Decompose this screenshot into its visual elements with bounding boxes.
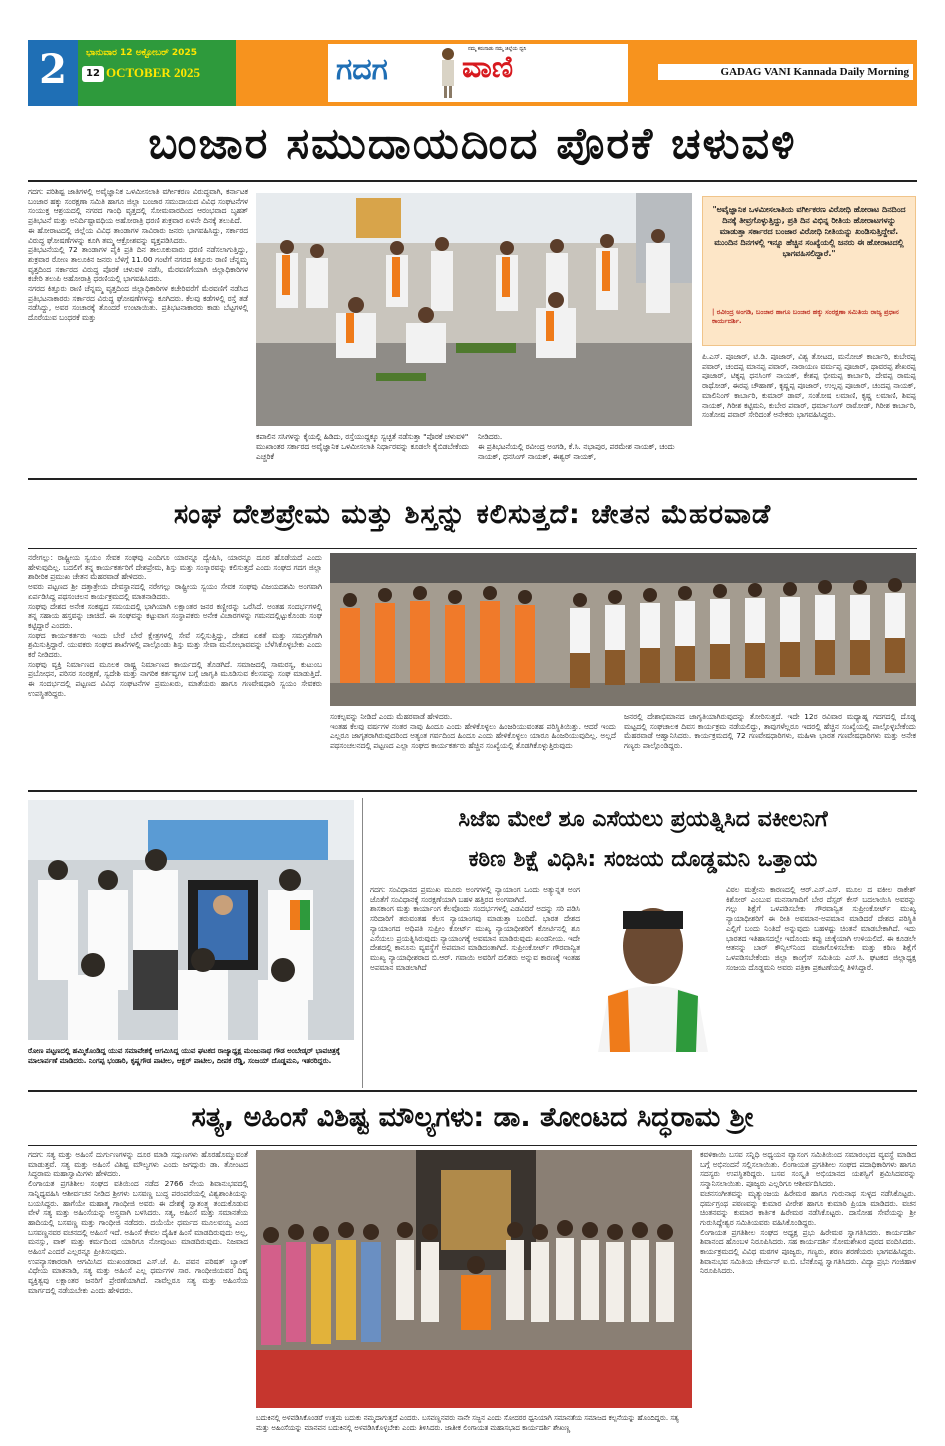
article1-quote: "ಅವೈಜ್ಞಾನಿಕ ಒಳಮೀಸಲಾತಿಯ ವರ್ಗೀಕರಣ ವಿರೋಧಿ ಹೋರಾಟ ದಿನದಿಂದ ದಿನಕ್ಕೆ ತೀವ್ರಗೊಳ್ಳುತ್ತಿದ್ದು, ಪ್ರತಿ ದಿನ ವಿಭಿನ್ನ ರೀತಿಯ ಹೋರಾಟಗಳನ್ನು ಮಾಡುತ್ತಾ ಸರ್ಕಾರದ ಬಂಜಾರ ವಿರೋಧಿ ನೀತಿಯನ್ನು ಖಂಡಿಸುತ್ತಿದ್ದೇವೆ. ಮುಂದಿನ ದಿನಗಳಲ್ಲಿ ಇನ್ನೂ ಹೆಚ್ಚಿನ ಸಂಖ್ಯೆಯಲ್ಲಿ ಜನರು ಈ ಹೋರಾಟದಲ್ಲಿ ಭಾಗವಹಿಸಲಿದ್ದಾರೆ.": [712, 205, 906, 258]
article3-headline-line1: ಸಿಜೆಐ ಮೇಲೆ ಶೂ ಎಸೆಯಲು ಪ್ರಯತ್ನಿಸಿದ ವಕೀಲನಿಗೆ: [458, 807, 828, 832]
article1-photo: [256, 193, 692, 426]
article3-headline-line2: ಕಠಿಣ ಶಿಕ್ಷೆ ವಿಧಿಸಿ: ಸಂಜಯ ದೊಡ್ಡಮನಿ ಒತ್ತಾಯ: [468, 847, 818, 872]
sanjay-doddamani-portrait-icon: [588, 886, 718, 1052]
article1-quote-attribution: | ರವೀಂದ್ರ ಅಂಗಡಿ, ಬಂಜಾರ ಹಾಗೂ ಬಂಜಾರ ಹಕ್ಕು ಸಂರಕ್ಷಣಾ ಸಮಿತಿಯ ರಾಜ್ಯ ಪ್ರಧಾನ ಕಾರ್ಯದರ್ಶಿ.: [712, 308, 899, 325]
date-kannada: ಭಾನುವಾರ 12 ಅಕ್ಟೋಬರ್ 2025: [86, 48, 197, 58]
article3-left-photo: [28, 800, 354, 1040]
divider: [28, 790, 917, 792]
article4-photo: [256, 1150, 692, 1408]
divider: [28, 1145, 917, 1146]
logo-right: ವಾಣಿ: [462, 50, 514, 85]
article4-body-col3: ಕವಳಿಕಾಯಿ ಬಸವ ಸನ್ನಿಧಿ ಅಧ್ಯಯನ ವ್ಯಾಸಂಗ ಸಮಿತಿಯಿಂದ ಸಮಾರಂಭದ ವ್ಯವಸ್ಥೆ ಮಾಡಿದ ಬಗ್ಗೆ ಅಭಿನಂದನೆ ಸಲ್ಲಿಸಲಾಯಿತು. ಲಿಂಗಾಯತ ಪ್ರಗತಿಶೀಲ ಸಂಘದ ಪದಾಧಿಕಾರಿಗಳು ಹಾಗೂ ಸದಸ್ಯರು ಉಪಸ್ಥಿತರಿದ್ದರು. ಬಸವ ಸಂಸ್ಕೃತಿ ಅಭಿಯಾನದ ಯಶಸ್ವಿಗೆ ಶ್ರಮಿಸಿದವರನ್ನು ಸನ್ಮಾನಿಸಲಾಯಿತು. ಪೂಜ್ಯರು ಎಲ್ಲರಿಗೂ ಆಶೀರ್ವದಿಸಿದರು. ವಚನಸಂಗೀತವನ್ನು ಮೃತ್ಯುಂಜಯ ಹಿರೇಮಠ ಹಾಗೂ ಗುರುನಾಥ ಸುಳ್ಳದ ನಡೆಸಿಕೊಟ್ಟರು. ಧರ್ಮಗ್ರಂಥ ಪಠಣವನ್ನು ಕುಮಾರ ವೀರೇಶ ಹಾಗೂ ಕುಮಾರಿ ಪ್ರಿಯಾ ಮಾಡಿದರು. ವಚನ ಚಿಂತನವನ್ನು ಕುಮಾರ ಕಾರ್ತಿಕ ಹಿರೇಮಠ ನಡೆಸಿಕೊಟ್ಟರು. ದಾಸೋಹ ಸೇವೆಯನ್ನು ಶ್ರೀ ಗುರುಸಿದ್ದೇಶ್ವರ ಸಮಿತಿಯವರು ವಹಿಸಿಕೊಂಡಿದ್ದರು. ಲಿಂಗಾಯತ ಪ್ರಗತಿಶೀಲ ಸಂಘದ ಅಧ್ಯಕ್ಷ ಪ್ರಭು ಹಿರೇಮಠ ಸ್ವಾಗತಿಸಿದರು. ಕಾರ್ಯದರ್ಶಿ ಶಿವಾನಂದ ಹೊಂಬಳ ನಿರೂಪಿಸಿದರು. ಸಹ ಕಾರ್ಯದರ್ಶಿ ಸೋಮಶೇಖರ ಪುರದ ವಂದಿಸಿದರು. ಕಾರ್ಯಕ್ರಮದಲ್ಲಿ ವಿವಿಧ ಮಠಗಳ ಪೂಜ್ಯರು, ಗಣ್ಯರು, ಶರಣ ಶರಣೆಯರು ಭಾಗವಹಿಸಿದ್ದರು. ಶಿವಾನುಭವ ಸಮಿತಿಯ ಚೇರ್ಮನ್ ಐ.ಬಿ. ಬೆನಕೊಪ್ಪ ಸ್ವಾಗತಿಸಿದರು. ವಿದ್ಯಾ ಪ್ರಭು ಗಂಜಿಹಾಳ ನಿರೂಪಿಸಿದರು.: [700, 1150, 916, 1276]
logo-left: ಗದಗ: [336, 52, 388, 87]
article2-photo: [330, 553, 916, 706]
article1-body-col1: ಗದಗ: ಪರಿಶಿಷ್ಟ ಜಾತಿಗಳಲ್ಲಿ ಅವೈಜ್ಞಾನಿಕ ಒಳಮೀಸಲಾತಿ ವರ್ಗೀಕರಣ ವಿರುದ್ಧವಾಗಿ, ಕರ್ನಾಟಕ ಬಂಜಾರ ಹಕ್ಕು ಸಂರಕ್ಷಣಾ ಸಮಿತಿ ಹಾಗೂ ಜಿಲ್ಲಾ ಬಂಜಾರ ಸಮುದಾಯದ ವಿವಿಧ ಸಂಘಟನೆಗಳ ಸಂಯುಕ್ತ ಆಶ್ರಯದಲ್ಲಿ ನಗರದ ಗಾಂಧಿ ವೃತ್ತದಲ್ಲಿ ಸೋಮವಾರದಿಂದ ಆರಂಭವಾದ ಬೃಹತ್ ಪ್ರತಿಭಟನೆ ಮತ್ತು ಅನಿರ್ದಿಷ್ಟಾವಧಿಯ ಅಹೋರಾತ್ರಿ ಧರಣಿ ಶುಕ್ರವಾರ ಏಳನೇ ದಿನಕ್ಕೆ ತಲುಪಿದೆ. ಈ ಹೋರಾಟದಲ್ಲಿ ಜಿಲ್ಲೆಯ ವಿವಿಧ ತಾಂಡಾಗಳ ಸಾವಿರಾರು ಜನರು ಭಾಗವಹಿಸಿದ್ದು, ಸರ್ಕಾರದ ವಿರುದ್ಧ ಘೋಷಣೆಗಳನ್ನು ಕೂಗಿ ತಮ್ಮ ಆಕ್ರೋಶವನ್ನು ವ್ಯಕ್ತಪಡಿಸಿದರು. ಪ್ರತಿಭಟನೆಯಲ್ಲಿ 72 ತಾಂಡಾಗಳ ಪೈಕಿ ಪ್ರತಿ ದಿನ ತಾಲೂಕುವಾರು ಧರಣಿ ನಡೆಸಲಾಗುತ್ತಿದ್ದು, ಶುಕ್ರವಾರ ರೋಣ ತಾಲೂಕಿನ ಜನರು ಬೆಳಿಗ್ಗೆ 11.00 ಗಂಟೆಗೆ ನಗರದ ಕಿತ್ತೂರು ರಾಣಿ ಚೆನ್ನಮ್ಮ ವೃತ್ತದಿಂದ ಸರ್ಕಾರದ ವಿರುದ್ಧ ಪೊರಕೆ ಚಳುವಳಿ ನಡೆಸಿ, ಮೆರವಣಿಗೆಯಾಗಿ ಜಿಲ್ಲಾಧಿಕಾರಿಗಳ ಕಚೇರಿ ತಲುಪಿ ಅಹೋರಾತ್ರಿ ಧರಣಿಯಲ್ಲಿ ಭಾಗವಹಿಸಿದರು. ನಗರದ ಕಿತ್ತೂರು ರಾಣಿ ಚೆನ್ನಮ್ಮ ವೃತ್ತದಿಂದ ಜಿಲ್ಲಾಧಿಕಾರಿಗಳ ಕಚೇರಿವರೆಗೆ ಮೆರವಣಿಗೆ ನಡೆಸಿದ ಪ್ರತಿಭಟನಾಕಾರರು ಸರ್ಕಾರದ ವಿರುದ್ಧ ಘೋಷಣೆಗಳನ್ನು ಕೂಗಿದರು. ಕೆಲವು ಕಡೆಗಳಲ್ಲಿ ರಸ್ತೆ ತಡೆ ನಡೆಸಿದ್ದು, ಅವರ ಸಂಚಾರಕ್ಕೆ ತೊಂದರೆ ಉಂಟಾಯಿತು. ಪ್ರತಿಭಟನಾಕಾರರು ಕಾಡು ಬೆಟ್ಟಗಳಲ್ಲಿ ದೊರೆಯುವ ಬಂಧರಕೆ ಮತ್ತು: [28, 187, 248, 323]
logo-tagline: ನಮ್ಮ ಕರುನಾಡು ನಮ್ಮ ಜಿಲ್ಲೆಯ ಧ್ವನಿ: [468, 46, 527, 52]
ambedkar-tribute-photo-icon: [28, 800, 354, 1040]
divider: [28, 1090, 917, 1092]
date-english: OCTOBER 2025: [106, 65, 201, 80]
article1-body-col3: ನೀಡಿದರು. ಈ ಪ್ರತಿಭಟನೆಯಲ್ಲಿ ರವೀಂದ್ರ ಅಂಗಡಿ, ಕೆ.ಸಿ. ನಭಾಪುರ, ಪರಮೇಶ ನಾಯಕ್, ಚಂದು ನಾಯಕ್, ಧನಸಿಂಗ್ ನಾಯಕ್, ಈಶ್ವರ್ ನಾಯಕ್,: [478, 432, 675, 461]
article4-body-col1: ಗದಗ: ಸತ್ಯ ಮತ್ತು ಅಹಿಂಸೆ ದುರ್ಗುಣಗಳನ್ನು ದೂರ ಮಾಡಿ ಸದ್ಗುಣಗಳು ಹೊರಹೊಮ್ಮುವಂತೆ ಮಾಡುತ್ತವೆ. ಸತ್ಯ ಮತ್ತು ಅಹಿಂಸೆ ವಿಶಿಷ್ಟ ಮೌಲ್ಯಗಳು ಎಂದು ಜಗದ್ಗುರು ಡಾ. ತೋಂಟದ ಸಿದ್ಧರಾಮ ಮಹಾಸ್ವಾಮಿಗಳು ಹೇಳಿದರು. ಲಿಂಗಾಯತ ಪ್ರಗತಿಶೀಲ ಸಂಘದ ವತಿಯಿಂದ ನಡೆದ 2766 ನೇಯ ಶಿವಾನುಭವದಲ್ಲಿ ಸಾನ್ನಿಧ್ಯವಹಿಸಿ ಆಶೀರ್ವಚನ ನೀಡಿದ ಶ್ರೀಗಳು ಬಸವಣ್ಣ ಬುದ್ಧ ಪರಂಪರೆಯಲ್ಲಿ ವಿಶ್ವಶಾಂತಿಯನ್ನು ಬಯಸಿದ್ದರು. ಹಾಗೆಯೇ ಮಹಾತ್ಮ ಗಾಂಧೀಜಿ ಅವರು ಈ ದೇಶಕ್ಕೆ ಸ್ವಾತಂತ್ರ್ಯ ತಂದುಕೊಡುವ ವೇಳೆ ಸತ್ಯ ಮತ್ತು ಅಹಿಂಸೆಯನ್ನು ಅಸ್ತ್ರವಾಗಿ ಬಳಸಿದರು. ಸತ್ಯ, ಅಹಿಂಸೆ ಮತ್ತು ಸಮಾನತೆಯ ಹಾದಿಯಲ್ಲಿ ಬಸವಣ್ಣ ಮತ್ತು ಗಾಂಧೀಜಿ ನಡೆದರು. ದಯೆಯೇ ಧರ್ಮದ ಮೂಲವಯ್ಯ ಎಂದ ಬಸವಣ್ಣನವರ ವಚನದಲ್ಲಿ ಅಹಿಂಸೆ ಇದೆ. ಅಹಿಂಸೆ ಕೇವಲ ದೈಹಿಕ ಹಿಂಸೆ ಮಾಡದಿರುವುದು ಅಲ್ಲ, ಮನಸ್ಸು, ವಾಕ್ ಮತ್ತು ಕರ್ಮದಿಂದ ಯಾರಿಗೂ ನೋವುಂಟು ಮಾಡದಿರುವುದು. ನಿಜವಾದ ಅಹಿಂಸೆ ಎಂದರೆ ಎಲ್ಲರನ್ನೂ ಪ್ರೀತಿಸುವುದು. ಉಪನ್ಯಾಸಕಾರರಾಗಿ ಆಗಮಿಸಿದ ಮುಖಂಡರಾದ ಎಸ್.ಜೆ. ಪಿ. ಪವನ ಪರಿಷತ್ ಬ್ಯಾಂಕ್ ವಿಧೇಯ ಮಾತನಾಡಿ, ಸತ್ಯ ಮತ್ತು ಅಹಿಂಸೆ ಎಲ್ಲ ಧರ್ಮಗಳ ಸಾರ. ಗಾಂಧೀಜಿಯವರ ದಿವ್ಯ ವ್ಯಕ್ತಿತ್ವವು ಲಕ್ಷಾಂತರ ಜನರಿಗೆ ಪ್ರೇರಣೆಯಾಗಿದೆ. ನಾವೆಲ್ಲರೂ ಸತ್ಯ ಮತ್ತು ಅಹಿಂಸೆಯ ಮಾರ್ಗದಲ್ಲಿ ನಡೆಯಬೇಕು ಎಂದು ಹೇಳಿದರು.: [28, 1150, 248, 1295]
article2-body-col2: ಸಂಕಲ್ಪವನ್ನು ನೀಡಿದೆ ಎಂದು ಮೆಹರವಾಡೆ ಹೇಳಿದರು. ಇಂತಹ ಕೆಲವು ವರ್ಷಗಳ ನಂತರ ನಾವು ಹಿಂದೂ ಎಂದು ಹೇಳಿಕೊಳ್ಳಲು ಹಿಂಜರಿಯುವಂತಹ ಪರಿಸ್ಥಿತಿಯಿತ್ತು. ಆದರೆ ಇಂದು ಎಲ್ಲರೂ ಜಾಗೃತರಾಗಿರುವುದರಿಂದ ಅತ್ಯಂತ ಗರ್ವದಿಂದ ಹಿಂದೂ ಎಂದು ಹೇಳಿಕೊಳ್ಳಲು ಯಾರೂ ಹಿಂಜರಿಯುವುದಿಲ್ಲ. ಅಲ್ಲದೆ ಪಥಸಂಚಲನದಲ್ಲಿ ಪಟ್ಟಣದ ಎಲ್ಲಾ ಸಂಘದ ಕಾರ್ಯಕರ್ತರು ಹೆಚ್ಚಿನ ಸಂಖ್ಯೆಯಲ್ಲಿ ತೊಡಗಿಕೊಳ್ಳುತ್ತಿರುವುದು: [330, 712, 616, 751]
article2-headline: ಸಂಘ ದೇಶಪ್ರೇಮ ಮತ್ತು ಶಿಸ್ತನ್ನು ಕಲಿಸುತ್ತದೆ: ಚೇತನ ಮೆಹರವಾಡೆ: [173, 499, 772, 530]
protest-photo-icon: [256, 193, 692, 426]
day-badge: 12: [82, 66, 104, 82]
masthead: [28, 40, 917, 106]
article1-headline: ಬಂಜಾರ ಸಮುದಾಯದಿಂದ ಪೊರಕೆ ಚಳುವಳಿ: [148, 119, 797, 169]
shivanubhava-event-photo-icon: [256, 1150, 692, 1408]
rss-event-photo-icon: [330, 553, 916, 706]
logo-figure-icon: [436, 46, 460, 100]
paper-name-english: GADAG VANI Kannada Daily Morning: [658, 64, 913, 80]
divider: [362, 798, 363, 1088]
article2-body-col3: ಜನರಲ್ಲಿ ದೇಶಾಭಿಮಾನದ ಜಾಗೃತಿಯಾಗಿರುವುದನ್ನು ತೋರಿಸುತ್ತದೆ. ಇದೇ 12ರ ರವಿವಾರ ಮಧ್ಯಾಹ್ನ ಗದಗದಲ್ಲಿ ದೊಡ್ಡ ಮಟ್ಟದಲ್ಲಿ ಸಂಘಚಾಲಕ ದಿವಸ ಕಾರ್ಯಕ್ರಮ ನಡೆಯಲಿದ್ದು, ತಾವುಗಳೆಲ್ಲರೂ ಇದರಲ್ಲಿ ಹೆಚ್ಚಿನ ಸಂಖ್ಯೆಯಲ್ಲಿ ಪಾಲ್ಗೊಳ್ಳಬೇಕೆಂದು ಮೆಹರವಾಡೆ ಆಹ್ವಾನಿಸಿದರು. ಕಾರ್ಯಕ್ರಮದಲ್ಲಿ 72 ಗಣವೇಷಧಾರಿಗಳು, ಮಹಿಳಾ ಭಾರತ ಗಣವೇಷಧಾರಿಗಳು ಮತ್ತು ಅನೇಕ ಗಣ್ಯರು ಪಾಲ್ಗೊಂಡಿದ್ದರು.: [624, 712, 916, 751]
article3-portrait: [588, 886, 718, 1052]
article1-body-col4: ಪಿ.ಎಸ್. ಪೂಜಾರ್, ಟಿ.ಡಿ. ಪೂಜಾರ್, ವಿಶ್ವ ತೋಟದ, ಮನೋಜ್ ಕಾರ್ಬಾರಿ, ಕುಬೇರಪ್ಪ ಪವಾರ್, ಚಂದಪ್ಪ ಮಾನಪ್ಪ ಪವಾರ್, ನಾರಾಯಣ ವರ್ಮಪ್ಪ ಪೂಜಾರ್, ಥಾವರಪ್ಪ ಶೇಖರಪ್ಪ ಪೂಜಾರ್, ಟಿಕ್ಕಪ್ಪ ಧನಸಿಂಗ್ ನಾಯಕ್, ಕೇಶಪ್ಪ ಭೀಮಪ್ಪ ಕಾರ್ಬಾರಿ, ದೇವಪ್ಪ ರಾಮಪ್ಪ ರಾಥೋಡ್, ಈರಪ್ಪ ಚೌಹಾಣ್, ಕೃಷ್ಣಪ್ಪ ಪೂಜಾರ್, ಉಲ್ಲಪ್ಪ ಪೂಜಾರ್, ಚಂದಪ್ಪ ನಾಯಕ್, ಮಾಲಿನಿಂಗ್ ಕಾರ್ಬಾರಿ, ಕುಮಾರ್ ಡಾವ್, ಸಂತೋಷ ಲಮಾಣಿ, ಕೃಷ್ಣ ಲಮಾಣಿ, ಶಿವಪ್ಪ ನಾಯಕ್, ಗಿರೀಶ ಕಟ್ಟಿಮನಿ, ಕುಬೇರ ಪವಾರ್, ಧರ್ಮಾಸಿಂಗ್ ರಾಠೋಡ್, ಗಿರೀಶ ಕಾರ್ಬಾರಿ, ಸಂತೋಷ ಪವಾರ್ ಸೇರಿದಂತೆ ಅನೇಕರು ಭಾಗವಹಿಸಿದ್ದರು.: [702, 352, 916, 420]
article1-photo-caption: ಕಪಾಲಿನ ಸಸಿಗಳನ್ನು ಕೈಯಲ್ಲಿ ಹಿಡಿದು, ರಸ್ತೆಯುದ್ದಕ್ಕೂ ಸ್ವಚ್ಛತೆ ನಡೆಸುತ್ತಾ "ಪೊರಕೆ ಚಳುವಳಿ" ಮುಖಾಂತರ ಸರ್ಕಾರದ ಅವೈಜ್ಞಾನಿಕ ಒಳಮೀಸಲಾತಿ ನಿರ್ಧಾರವನ್ನು ಕೂಡಲೇ ಕೈಬಿಡಬೇಕೆಂದು ಎಚ್ಚರಿಕೆ: [256, 432, 469, 461]
article4-photo-caption: ಬದುಕಿನಲ್ಲಿ ಅಳವಡಿಸಿಕೊಂಡರೆ ಉತ್ತಮ ಬದುಕು ನಮ್ಮದಾಗುತ್ತದೆ ಎಂದರು. ಬಸವಣ್ಣನವರು ನಾನೇ ಸಜ್ಜನ ಎಂದು ಸೋದರರ ಧ್ವನಿಯಾಗಿ ಸಮಾನತೆಯ ಸಮಾಜದ ಕಲ್ಪನೆಯನ್ನು ಹೊಂದಿದ್ದರು. ಸತ್ಯ ಮತ್ತು ಅಹಿಂಸೆಯನ್ನು ಮಾನವನ ಬದುಕಿನಲ್ಲಿ ಅಳವಡಿಸಿಕೊಳ್ಳಬೇಕು ಎಂದು ತಿಳಿಸಿದರು. ಜಾತೀಕ ಲಿಂಗಾಯತ ಮಹಾಸಭಾದ ಕಾರ್ಯದರ್ಶಿ ಶೇಖಣ್ಣ: [256, 1414, 679, 1432]
divider: [28, 478, 917, 480]
article2-body-col1: ನರೇಗಲ್ಲು: ರಾಷ್ಟ್ರೀಯ ಸ್ವಯಂ ಸೇವಕ ಸಂಘವು ಎಂದಿಗೂ ಯಾರನ್ನೂ ದ್ವೇಷಿಸಿ, ಯಾರನ್ನೂ ದೂರ ಹೊಡೆಯದೆ ಎಂದು ಹೇಳುವುದಿಲ್ಲ. ಬದಲಿಗೆ ತನ್ನ ಕಾರ್ಯಕರ್ತರಿಗೆ ದೇಶಪ್ರೇಮ, ಶಿಸ್ತು ಮತ್ತು ಸಂಸ್ಕಾರವನ್ನು ಕಲಿಸುತ್ತದೆ ಎಂದು ಸಂಘದ ಗದಗ ಜಿಲ್ಲಾ ಶಾರೀರಿಕ ಪ್ರಮುಖ ಚೇತನ ಮೆಹರವಾಡೆ ಹೇಳಿದರು. ಅವರು ಪಟ್ಟಣದ ಶ್ರೀ ದತ್ತಾತ್ರೇಯ ದೇವಸ್ಥಾನದಲ್ಲಿ ನರೇಗಲ್ಲು ರಾಷ್ಟ್ರೀಯ ಸ್ವಯಂ ಸೇವಕ ಸಂಘವು ವಿಜಯದಶಮಿ ಅಂಗವಾಗಿ ಏರ್ಪಡಿಸಿದ್ದ ಪಥಸಂಚಲನ ಕಾರ್ಯಕ್ರಮದಲ್ಲಿ ಮಾತನಾಡಿದರು. ಸಂಘವು ದೇಶದ ಅನೇಕ ಸಂಕಷ್ಟದ ಸಮಯದಲ್ಲಿ ಭಾಗಿಯಾಗಿ ಲಕ್ಷಾಂತರ ಜನರ ಕಣ್ಣೀರನ್ನು ಒರೆಸಿದೆ. ಅಂತಹ ಸಂದರ್ಭಗಳಲ್ಲಿ ತನ್ನ ಸಹಾಯ ಹಸ್ತವನ್ನು ಚಾಚಿದೆ. ಈ ಸಂಘವನ್ನು ಕಟ್ಟುವಾಗ ಸಂಸ್ಥಾಪಕರು ಅನೇಕ ವಿಚಾರಗಳನ್ನು ಗಮನದಲ್ಲಿಟ್ಟುಕೊಂಡು ಸಂಘ ಕಟ್ಟಿದ್ದಾರೆ ಎಂದರು. ಸಂಘದ ಕಾರ್ಯಕರ್ತರು ಇಂದು ಬೇರೆ ಬೇರೆ ಕ್ಷೇತ್ರಗಳಲ್ಲಿ ಸೇವೆ ಸಲ್ಲಿಸುತ್ತಿದ್ದು, ದೇಶದ ಏಕತೆ ಮತ್ತು ಸಮಗ್ರತೆಗಾಗಿ ಶ್ರಮಿಸುತ್ತಿದ್ದಾರೆ. ಯುವಕರು ಸಂಘದ ಶಾಖೆಗಳಲ್ಲಿ ಪಾಲ್ಗೊಂಡು ಶಿಸ್ತು ಮತ್ತು ಸೇವಾ ಮನೋಭಾವವನ್ನು ಬೆಳೆಸಿಕೊಳ್ಳಬೇಕು ಎಂದು ಕರೆ ನೀಡಿದರು. ಸಂಘವು ವ್ಯಕ್ತಿ ನಿರ್ಮಾಣದ ಮೂಲಕ ರಾಷ್ಟ್ರ ನಿರ್ಮಾಣದ ಕಾರ್ಯದಲ್ಲಿ ತೊಡಗಿದೆ. ಸಮಾಜದಲ್ಲಿ ಸಾಮರಸ್ಯ, ಕುಟುಂಬ ಪ್ರಬೋಧನ, ಪರಿಸರ ಸಂರಕ್ಷಣೆ, ಸ್ವದೇಶಿ ಮತ್ತು ನಾಗರಿಕ ಕರ್ತವ್ಯಗಳ ಬಗ್ಗೆ ಜಾಗೃತಿ ಮೂಡಿಸುವ ಕೆಲಸವನ್ನು ಸಂಘ ಮಾಡುತ್ತಿದೆ. ಈ ಸಂದರ್ಭದಲ್ಲಿ ಪಟ್ಟಣದ ವಿವಿಧ ಸಂಘಟನೆಗಳ ಪ್ರಮುಖರು, ಮಾತೆಯರು ಹಾಗೂ ಗಣವೇಷಧಾರಿ ಸ್ವಯಂ ಸೇವಕರು ಉಪಸ್ಥಿತರಿದ್ದರು.: [28, 553, 322, 698]
divider: [28, 180, 917, 182]
article3-left-photo-caption: ರೋಣ ಪಟ್ಟಣದಲ್ಲಿ ಹಮ್ಮಿಕೊಂಡಿದ್ದ ಯುವ ಸಮಾವೇಶಕ್ಕೆ ಆಗಮಿಸಿದ್ದ ಯುವ ಘಟಕದ ರಾಜ್ಯಾಧ್ಯಕ್ಷ ಮಂಜುನಾಥ ಗೌಡ ಅಂಬೇಡ್ಕರ್ ಭಾವಚಿತ್ರಕ್ಕೆ ಮಾಲಾರ್ಪಣೆ ಮಾಡಿದರು. ನಿಂಗಪ್ಪ ಭಂಡಾರಿ, ಕೃಷ್ಣಗೌಡ ಪಾಟೀಲ, ಆಕ್ಬರ್ ಪಾಟೀಲ, ದೀಪಕ ರೆಡ್ಡಿ, ಸಂಜಯ್ ದೊಡ್ಡಮನಿ, ಇತರರಿದ್ದರು.: [28, 1047, 341, 1065]
article3-body-col1: ಗದಗ: ಸಂವಿಧಾನದ ಪ್ರಮುಖ ಮೂರು ಅಂಗಗಳಲ್ಲಿ ನ್ಯಾಯಾಂಗ ಒಂದು ಅತ್ಯುನ್ನತ ಅಂಗ ಜೊತೆಗೆ ಸಂವಿಧಾನಕ್ಕೆ ಸಂರಕ್ಷಣೆಯಾಗಿ ಬಹಳ ಹತ್ತಿರದ ಅಂಗವಾಗಿದೆ. ಶಾಸಕಾಂಗ ಮತ್ತು ಕಾರ್ಯಾಂಗ ಕೆಲವೊಂದು ಸಂದರ್ಭಗಳಲ್ಲಿ ಎಡವಿದರೆ ಅದನ್ನು ಸರಿ ಪಡಿಸಿ ಸರಿದಾರಿಗೆ ತರುವಂತಹ ಕೆಲಸ ನ್ಯಾಯಾಂಗವು ಮಾಡುತ್ತಾ ಬಂದಿದೆ. ಭಾರತ ದೇಶದ ನ್ಯಾಯಾಂಗದ ಅಧಿಪತಿ ಸುಪ್ರೀಂ ಕೋರ್ಟ್ ಮುಖ್ಯ ನ್ಯಾಯಾಧೀಶರಿಗೆ ಕೋರ್ಟಿನಲ್ಲಿ ಶೂ ಎಸೆಯಲು ಪ್ರಯತ್ನಿಸಿರುವುದು ನ್ಯಾಯಾಂಗಕ್ಕೆ ಅವಮಾನ ಮಾಡಿರುವುದು ಖಂಡನೀಯ. ಇದೇ ದೇಶದಲ್ಲಿ ಕಾನೂನು ವ್ಯವಸ್ಥೆಗೆ ಅಪಮಾನ ಮಾಡಿದಂತಾಗಿದೆ. ಸುಪ್ರೀಂಕೋರ್ಟ್ ಗೌರವಾನ್ವಿತ ಮುಖ್ಯ ನ್ಯಾಯಾಧೀಶರಾದ ಬಿ.ಆರ್. ಗವಾಯಿ ಅವರಿಗೆ ದಲಿತರು ಅನ್ನುವ ಕಾರಣಕ್ಕೆ ಇಂತಹ ಅಪಮಾನ ಮಾಡಲಾಗಿದೆ: [370, 885, 580, 972]
page-number: 2: [39, 46, 67, 93]
article4-headline: ಸತ್ಯ, ಅಹಿಂಸೆ ವಿಶಿಷ್ಟ ಮೌಲ್ಯಗಳು: ಡಾ. ತೋಂಟದ ಸಿದ್ಧರಾಮ ಶ್ರೀ: [191, 1102, 754, 1133]
article3-body-col3: ವಿಠಲ ಮತ್ತೇನು ಕಾರಣದಲ್ಲಿ ಆರ್.ಎಸ್.ಎಸ್. ಮೂಲ ದ ವಕೀಲ ರಾಕೇಶ್ ಕಿಶೋರ್ ಎಂಬುವ ಮನಸಾಗಾದಿಗೆ ಬೇರ ದೆಸ್ಸರ್ ಕೇಸ್ ಬದಲಾಯಿಸಿ ಅವರನ್ನು ಗಲ್ಲು ಶಿಕ್ಷೆಗೆ ಒಳಪಡಿಸಬೇಕು ಗೌರವಾನ್ವಿತ ಸುಪ್ರೀಂಕೋರ್ಟ್ ಮುಖ್ಯ ನ್ಯಾಯಾಧೀಶರಿಗೆ ಈ ರೀತಿ ಅವಮಾನ-ಅಪಮಾನ ಮಾಡಿದರೆ ದೇಶದ ಪರಿಸ್ಥಿತಿ ಎಲ್ಲಿಗೆ ಬಂದು ನಿಂತಿದೆ ಅನ್ನುವುದು ಬಹಳಷ್ಟು ಚಿಂತನೆ ಮಾಡಬೇಕಾಗಿದೆ. ಇದು ಭಾರತದ ಇತಿಹಾಸದಲ್ಲೇ ಇದೊಂದು ಕಪ್ಪು ಚುಕ್ಕೆಯಾಗಿ ಉಳಿಯಲಿದೆ. ಈ ಕೂಡಲೇ ಆತನನ್ನು ಬಾರ್ ಕೌನ್ಸಿಲ್‌ನಿಂದ ವಜಾಗೊಳಿಸಬೇಕು ಮತ್ತು ಕಠಿಣ ಶಿಕ್ಷೆಗೆ ಒಳಪಡಿಸಬೇಕೆಂದು ಜಿಲ್ಲಾ ಕಾಂಗ್ರೆಸ್ ಸಮಿತಿಯ ಎಸ್.ಸಿ. ಘಟಕದ ಜಿಲ್ಲಾಧ್ಯಕ್ಷ ಸಂಜಯ ದೊಡ್ಡಮನಿ ಅವರು ಪತ್ರಿಕಾ ಪ್ರಕಟಣೆಯಲ್ಲಿ ತಿಳಿಸಿದ್ದಾರೆ.: [726, 885, 916, 972]
divider: [28, 548, 917, 549]
